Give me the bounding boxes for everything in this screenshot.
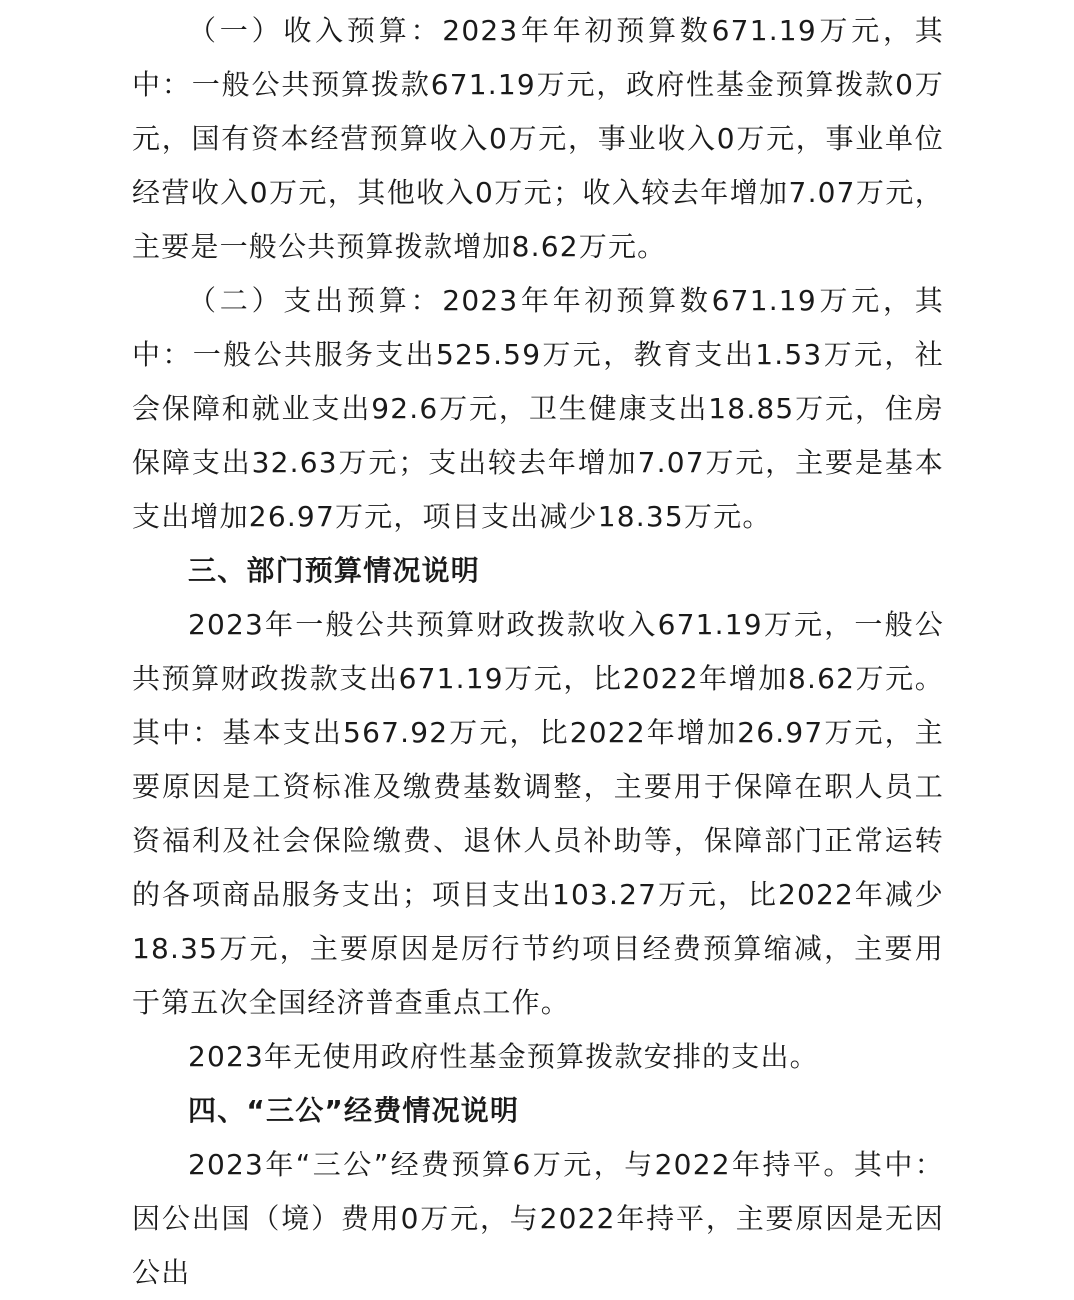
expense-budget-paragraph: （二）支出预算：2023年年初预算数671.19万元，其中：一般公共服务支出525.59万元，教育支出1.53万元，社会保障和就业支出92.6万元，卫生健康支出18.85万元，住房保障支出32.63万元；支出较去年增加7.07万元，主要是基本支出增加26.97万元，项目支出减少18.35万元。 bbox=[132, 284, 944, 533]
three-public-paragraph: 2023年“三公”经费预算6万元，与2022年持平。其中：因公出国（境）费用0万元，与2022年持平，主要原因是无因公出 bbox=[132, 1148, 944, 1289]
document-page bbox=[132, 4, 944, 1300]
gov-fund-paragraph: 2023年无使用政府性基金预算拨款安排的支出。 bbox=[188, 1040, 819, 1073]
dept-budget-heading: 三、部门预算情况说明 bbox=[188, 554, 481, 587]
dept-budget-paragraph: 2023年一般公共预算财政拨款收入671.19万元，一般公共预算财政拨款支出671.19万元，比2022年增加8.62万元。其中：基本支出567.92万元，比2022年增加26.97万元，主要原因是工资标准及缴费基数调整，主要用于保障在职人员工资福利及社会保险缴费、退休人员补助等，保障部门正常运转的各项商品服务支出；项目支出103.27万元，比2022年减少18.35万元，主要原因是厉行节约项目经费预算缩减，主要用于第五次全国经济普查重点工作。 bbox=[132, 608, 944, 1019]
income-budget-paragraph: （一）收入预算：2023年年初预算数671.19万元，其中：一般公共预算拨款671.19万元，政府性基金预算拨款0万元，国有资本经营预算收入0万元，事业收入0万元，事业单位经营收入0万元，其他收入0万元；收入较去年增加7.07万元，主要是一般公共预算拨款增加8.62万元。 bbox=[132, 14, 944, 263]
three-public-heading: 四、“三公”经费情况说明 bbox=[188, 1094, 520, 1127]
